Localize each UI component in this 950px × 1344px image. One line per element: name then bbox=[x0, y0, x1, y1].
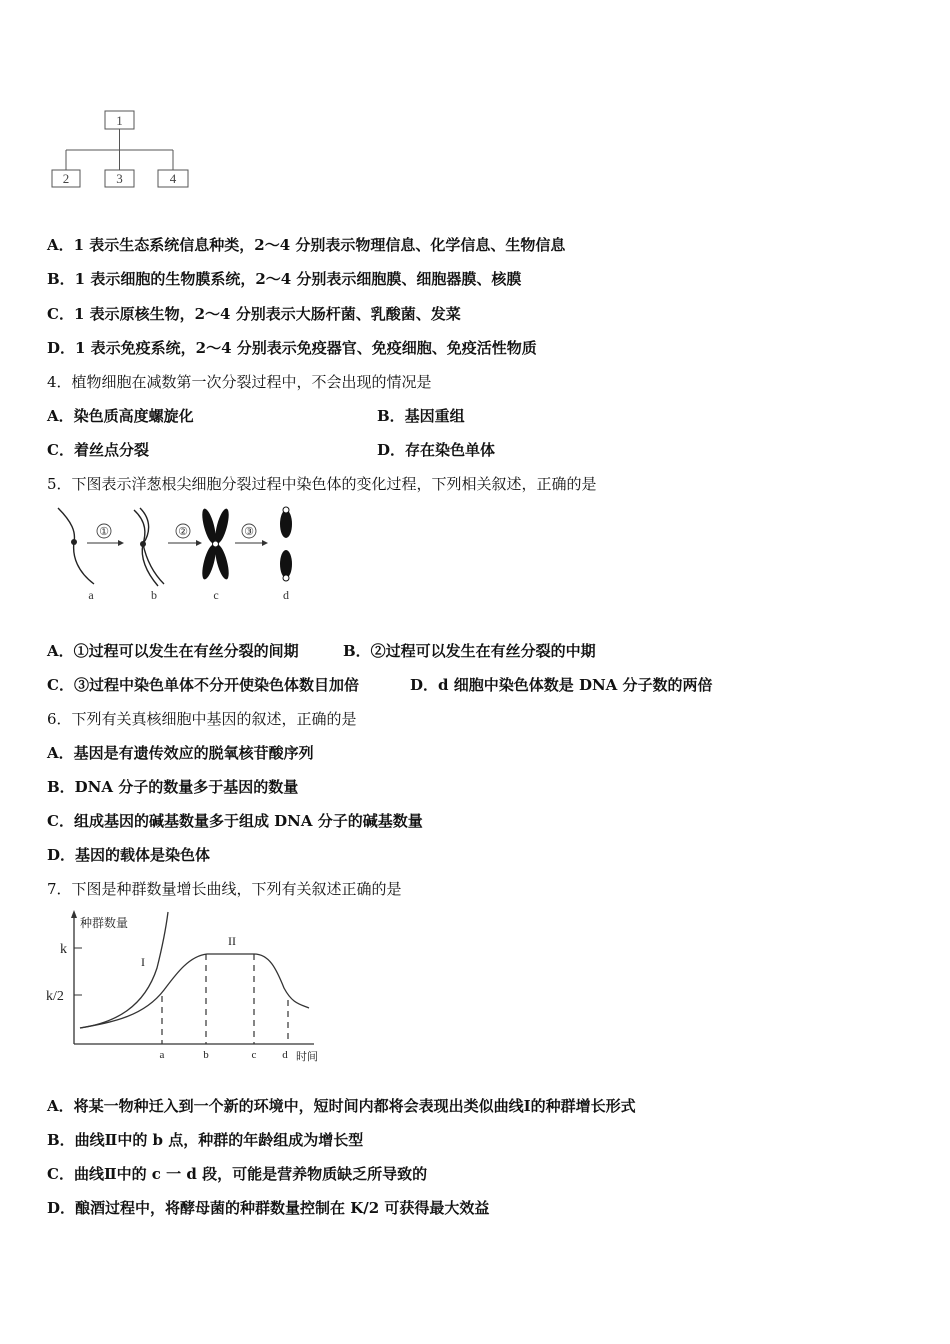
x-axis-label: 时间 bbox=[296, 1051, 318, 1063]
q6-stem bbox=[47, 709, 357, 729]
q6-option-c: C．组成基因的碱基数量多于组成 DNA 分子的碱基数量 bbox=[47, 812, 423, 830]
chromosome-figure bbox=[50, 502, 310, 607]
xtick-a: a bbox=[159, 1049, 165, 1061]
tree-label-3: 3 bbox=[116, 171, 123, 186]
y-axis-label: 种群数量 bbox=[80, 916, 129, 930]
q4-option-a: A．染色质高度螺旋化 bbox=[47, 407, 194, 425]
figure-label-d: d bbox=[283, 588, 289, 602]
xtick-c: c bbox=[251, 1049, 257, 1061]
population-growth-chart bbox=[44, 908, 334, 1066]
chromosome-a bbox=[58, 508, 94, 584]
q5-option-a: A．①过程可以发生在有丝分裂的间期 bbox=[47, 642, 299, 660]
q6-number: 6． bbox=[47, 710, 72, 728]
curve-i-label: I bbox=[141, 955, 145, 969]
q6-stem-text: 下列有关真核细胞中基因的叙述，正确的是 bbox=[71, 710, 357, 728]
chromosome-d bbox=[280, 510, 292, 578]
tree-label-4: 4 bbox=[169, 171, 177, 186]
q6-option-d: D．基因的载体是染色体 bbox=[47, 846, 211, 864]
q6-option-b: B．DNA 分子的数量多于基因的数量 bbox=[47, 778, 299, 796]
q5-option-b: B．②过程可以发生在有丝分裂的中期 bbox=[343, 642, 596, 660]
ytick-k: k bbox=[60, 942, 67, 957]
q7-number: 7． bbox=[47, 880, 72, 898]
figure-label-b: b bbox=[151, 588, 157, 602]
figure-label-a: a bbox=[88, 588, 94, 602]
q5-option-d: D．d 细胞中染色体数是 DNA 分子数的两倍 bbox=[410, 676, 713, 694]
curve-ii-label: II bbox=[228, 934, 236, 948]
ytick-k-half: k/2 bbox=[46, 989, 64, 1004]
q7-option-d: D．酿酒过程中，将酵母菌的种群数量控制在 K/2 可获得最大效益 bbox=[47, 1199, 490, 1217]
tree-label-2: 2 bbox=[62, 171, 70, 186]
step-3-label: ③ bbox=[244, 526, 254, 538]
step-1-label: ① bbox=[99, 526, 109, 538]
q3-option-d: D．1 表示免疫系统，2～4 分别表示免疫器官、免疫细胞、免疫活性物质 bbox=[47, 339, 537, 357]
q6-option-a: A．基因是有遗传效应的脱氧核苷酸序列 bbox=[47, 744, 314, 762]
q4-stem-text: 植物细胞在减数第一次分裂过程中，不会出现的情况是 bbox=[71, 373, 432, 391]
q3-option-a: A．1 表示生态系统信息种类，2～4 分别表示物理信息、化学信息、生物信息 bbox=[47, 236, 566, 254]
xtick-b: b bbox=[203, 1049, 209, 1061]
xtick-d: d bbox=[282, 1049, 288, 1061]
q5-stem-text: 下图表示洋葱根尖细胞分裂过程中染色体的变化过程，下列相关叙述，正确的是 bbox=[71, 475, 597, 493]
q7-stem bbox=[47, 879, 402, 899]
step-2-label: ② bbox=[178, 526, 188, 538]
q7-option-b: B．曲线Ⅱ中的 b 点，种群的年龄组成为增长型 bbox=[47, 1131, 364, 1149]
q5-stem bbox=[47, 474, 597, 494]
q7-stem-text: 下图是种群数量增长曲线，下列有关叙述正确的是 bbox=[71, 880, 402, 898]
chromosome-b bbox=[134, 510, 158, 586]
tree-diagram bbox=[50, 108, 190, 190]
q7-option-c: C．曲线Ⅱ中的 c 一 d 段，可能是营养物质缺乏所导致的 bbox=[47, 1165, 428, 1183]
q4-stem bbox=[47, 372, 432, 392]
q4-option-c: C．着丝点分裂 bbox=[47, 441, 149, 459]
q4-number: 4． bbox=[47, 373, 72, 391]
curve-ii bbox=[80, 954, 309, 1028]
q3-option-c: C．1 表示原核生物，2～4 分别表示大肠杆菌、乳酸菌、发菜 bbox=[47, 305, 461, 323]
q5-option-c: C．③过程中染色单体不分开使染色体数目加倍 bbox=[47, 676, 359, 694]
tree-label-1: 1 bbox=[116, 113, 123, 128]
q5-number: 5． bbox=[47, 475, 72, 493]
q3-option-b: B．1 表示细胞的生物膜系统，2～4 分别表示细胞膜、细胞器膜、核膜 bbox=[47, 270, 522, 288]
q7-option-a: A．将某一物种迁入到一个新的环境中，短时间内都将会表现出类似曲线Ⅰ的种群增长形式 bbox=[47, 1097, 636, 1115]
figure-label-c: c bbox=[213, 588, 219, 602]
q4-option-d: D．存在染色单体 bbox=[377, 441, 496, 459]
q4-option-b: B．基因重组 bbox=[377, 407, 465, 425]
